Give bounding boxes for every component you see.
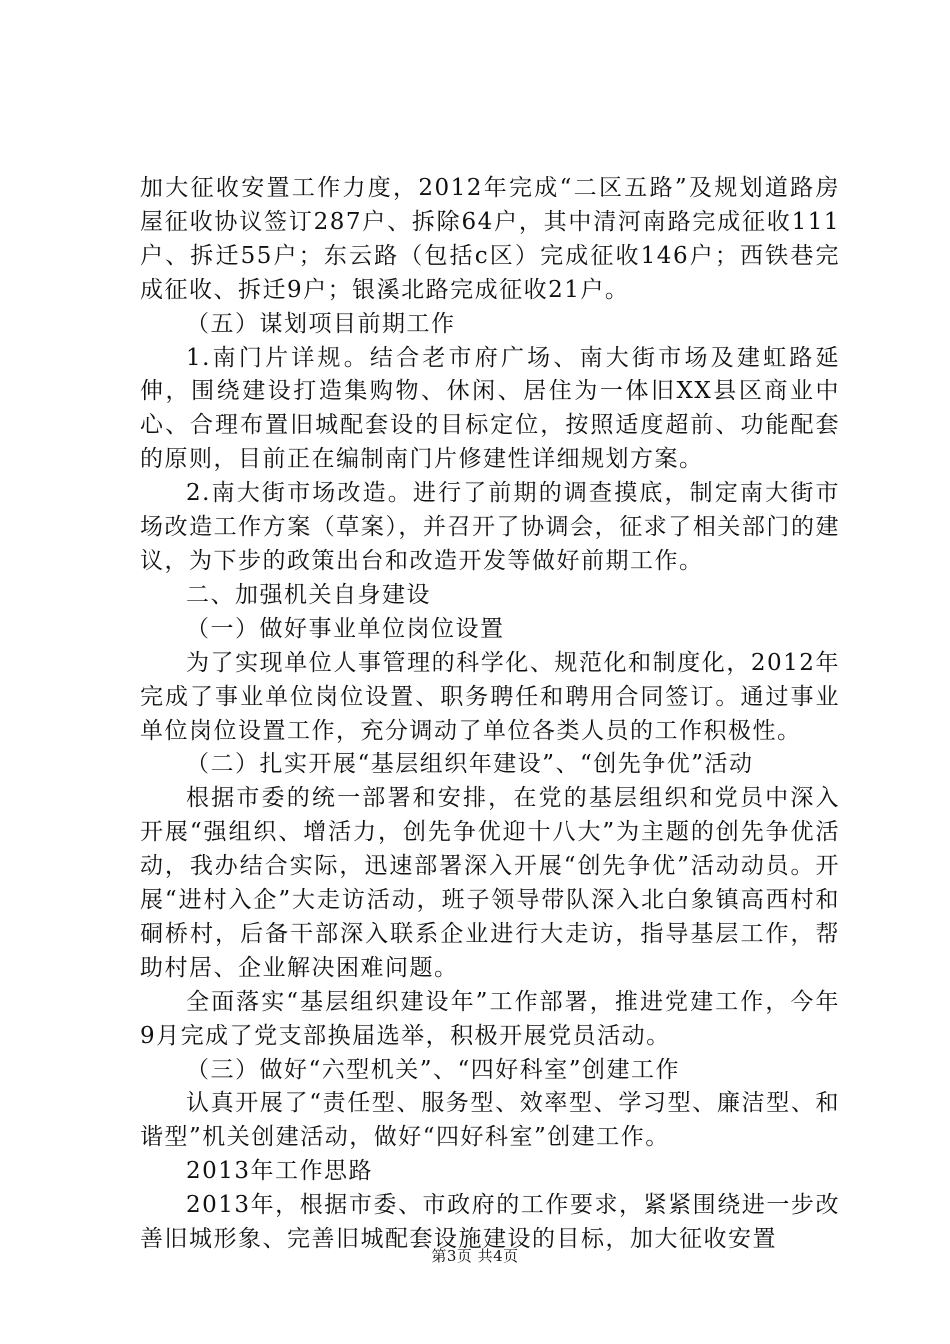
paragraph: （五）谋划项目前期工作 xyxy=(186,310,456,337)
paragraph: （二）扎实开展“基层组织年建设”、“创先争优”活动 xyxy=(186,751,754,778)
paragraph: 全面落实“基层组织建设年”工作部署，推进党建工作，今年9月完成了党支部换届选举，积极开展党员活动。 xyxy=(140,988,840,1049)
paragraph: 二、加强机关自身建设 xyxy=(186,581,431,608)
paragraph: 2.南大街市场改造。进行了前期的调查摸底，制定南大街市场改造工作方案（草案），并召开了协调会，征求了相关部门的建议，为下步的政策出台和改造开发等做好前期工作。 xyxy=(140,480,840,574)
paragraph: （三）做好“六型机关”、“四好科室”创建工作 xyxy=(186,1056,681,1083)
paragraph: 1.南门片详规。结合老市府广场、南大街市场及建虹路延伸，围绕建设打造集购物、休闲、居住为一体旧XX县区商业中心、合理布置旧城配套设的目标定位，按照适度超前、功能配套的原则，目前正在编制南门片修建性详细规划方案。 xyxy=(140,344,840,473)
paragraph: 加大征收安置工作力度，2012年完成“二区五路”及规划道路房屋征收协议签订287户、拆除64户，其中清河南路完成征收111户、拆迁55户；东云路（包括c区）完成征收146户；西铁巷完成征收、拆迁9户；银溪北路完成征收21户。 xyxy=(140,175,840,303)
document-body xyxy=(140,172,840,1257)
paragraph: （一）做好事业单位岗位设置 xyxy=(186,615,505,642)
paragraph: 根据市委的统一部署和安排，在党的基层组织和党员中深入开展“强组织、增活力，创先争优迎十八大”为主题的创先争优活动，我办结合实际，迅速部署深入开展“创先争优”活动动员。开展“进村入企”大走访活动，班子领导带队深入北白象镇高西村和硐桥村，后备干部深入联系企业进行大走访，指导基层工作，帮助村居、企业解决困难问题。 xyxy=(140,785,840,981)
paragraph: 2013年，根据市委、市政府的工作要求，紧紧围绕进一步改善旧城形象、完善旧城配套设施建设的目标，加大征收安置 xyxy=(140,1192,840,1253)
paragraph: 认真开展了“责任型、服务型、效率型、学习型、廉洁型、和谐型”机关创建活动，做好“四好科室”创建工作。 xyxy=(140,1090,840,1151)
page-footer: 第3页 共4页 xyxy=(431,1247,519,1265)
paragraph: 2013年工作思路 xyxy=(186,1158,374,1185)
paragraph: 为了实现单位人事管理的科学化、规范化和制度化，2012年完成了事业单位岗位设置、职务聘任和聘用合同签订。通过事业单位岗位设置工作，充分调动了单位各类人员的工作积极性。 xyxy=(140,649,840,744)
